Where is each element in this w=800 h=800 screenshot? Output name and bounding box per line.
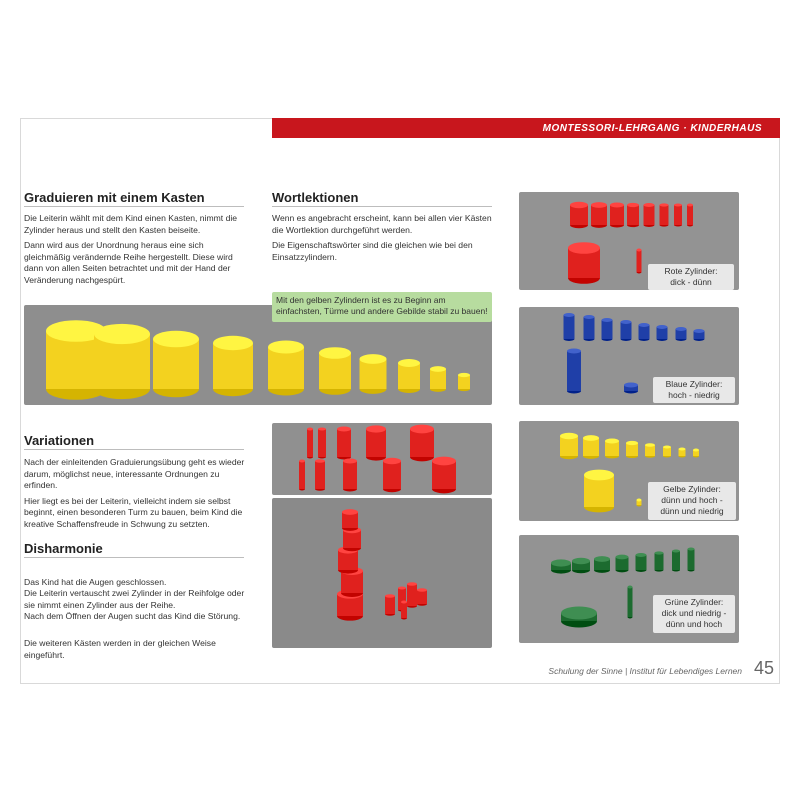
green-cylinder-shape — [551, 559, 571, 573]
yellow-cylinder-shape — [693, 449, 699, 458]
yellow-cylinder-shape — [560, 433, 578, 459]
blue-cylinder-shape — [639, 323, 650, 341]
blue-cylinder-shape — [694, 329, 705, 341]
yellow-cylinder-shape — [637, 499, 642, 507]
green-cylinder-shape — [672, 550, 680, 572]
yellow-cylinder-shape — [584, 470, 614, 513]
blue-cylinder-shape — [624, 382, 638, 393]
caption-blue: Blaue Zylinder: hoch - niedrig — [653, 377, 735, 403]
red-cylinder-shape — [342, 509, 358, 531]
divider — [24, 557, 244, 558]
red-cylinder-shape — [385, 594, 395, 616]
red-cylinder-shape — [315, 459, 325, 491]
green-cylinder-shape — [688, 548, 695, 572]
paragraph: Die Leiterin wählt mit dem Kind einen Kasten, nimmt die Zylinder heraus und stellt den Kasten beiseite. — [24, 213, 238, 235]
text-variationen — [24, 457, 249, 534]
yellow-cylinder-shape — [663, 446, 671, 458]
divider — [24, 449, 244, 450]
paragraph: Wenn es angebracht erscheint, kann bei allen vier Kästen die Wortlektion durchgeführt werden. — [272, 213, 492, 235]
red-cylinder-shape — [343, 458, 357, 491]
green-cylinder-shape — [594, 556, 610, 573]
red-cylinder-shape — [644, 203, 655, 227]
heading-disharmonie: Disharmonie — [24, 541, 103, 556]
yellow-cylinder-shape — [605, 438, 619, 458]
red-cylinder-shape — [637, 249, 642, 274]
text-disharmonie — [24, 565, 249, 677]
caption-yellow: Gelbe Zylinder: dünn und hoch - dünn und niedrig — [648, 482, 736, 520]
green-cylinder-shape — [572, 558, 590, 573]
heading-variationen: Variationen — [24, 433, 95, 448]
photo-red-tower — [272, 498, 492, 648]
paragraph: Hier liegt es bei der Leiterin, vielleicht indem sie selbst beginnt, einen besonderen Turm zu bauen, beim Kind die kreative Schaffensfreude in Schwung zu setzten. — [24, 495, 243, 529]
heading-graduieren: Graduieren mit einem Kasten — [24, 190, 205, 205]
yellow-cylinder-shape — [360, 354, 387, 394]
red-cylinder-shape — [610, 202, 624, 227]
red-cylinder-shape — [318, 428, 326, 459]
green-cylinder-shape — [636, 553, 647, 572]
caption-red: Rote Zylinder: dick - dünn — [648, 264, 734, 290]
red-cylinder-shape — [366, 425, 386, 460]
red-cylinder-shape — [687, 204, 693, 227]
red-cylinder-shape — [432, 457, 456, 494]
red-cylinder-shape — [401, 601, 407, 620]
yellow-cylinder-shape — [430, 366, 446, 392]
yellow-cylinder-shape — [153, 331, 199, 398]
heading-wortlektionen: Wortlektionen — [272, 190, 359, 205]
paragraph: Die Eigenschaftswörter sind die gleichen wie bei den Einsatzzylindern. — [272, 240, 473, 262]
red-cylinder-shape — [407, 582, 417, 608]
red-cylinder-shape — [383, 458, 401, 492]
red-cylinder-shape — [307, 428, 313, 459]
photo-red-cylinder-pattern — [272, 423, 492, 495]
header-title: MONTESSORI-LEHRGANG · KINDERHAUS — [542, 123, 762, 134]
paragraph: Die weiteren Kästen werden in der gleichen Weise eingeführt. — [24, 638, 216, 660]
red-cylinder-shape — [568, 242, 600, 284]
paragraph: Das Kind hat die Augen geschlossen. Die Leiterin vertauscht zwei Zylinder in der Reihfolge oder sie nimmt einen Zylinder aus der Reihe. Nach dem Öffnen der Augen sucht das Kind die Störung. — [24, 576, 245, 621]
blue-cylinder-shape — [676, 327, 687, 341]
header-bar — [272, 118, 780, 138]
blue-cylinder-shape — [584, 315, 595, 341]
blue-cylinder-shape — [657, 325, 668, 341]
red-cylinder-shape — [299, 460, 305, 491]
text-graduieren — [24, 213, 249, 290]
yellow-cylinder-shape — [645, 443, 655, 458]
red-cylinder-shape — [417, 588, 427, 606]
red-cylinder-shape — [591, 202, 607, 228]
yellow-cylinder-shape — [583, 435, 599, 459]
red-cylinder-shape — [660, 203, 669, 226]
blue-cylinder-shape — [567, 348, 581, 393]
green-cylinder-shape — [655, 551, 664, 571]
yellow-cylinder-shape — [268, 341, 304, 396]
blue-cylinder-shape — [602, 318, 613, 341]
yellow-cylinder-shape — [319, 347, 351, 395]
paragraph: Dann wird aus der Unordnung heraus eine sich gleichmäßig verändernde Reihe hergestellt. Diese wird dann von allen Seiten betrachtet und mit der Hand der Veränderung nachgespürt. — [24, 240, 233, 285]
green-cylinder-shape — [561, 607, 597, 628]
red-cylinder-shape — [410, 425, 434, 462]
text-wortlektionen — [272, 213, 492, 267]
blue-cylinder-shape — [621, 320, 632, 341]
yellow-cylinder-shape — [213, 336, 253, 396]
paragraph: Nach der einleitenden Graduierungsübung geht es wieder darum, möglichst neue, interessante Ordnungen zu erfinden. — [24, 457, 245, 490]
red-cylinder-shape — [337, 426, 351, 459]
divider — [24, 206, 244, 207]
divider — [272, 206, 492, 207]
yellow-cylinder-shape — [94, 324, 150, 399]
yellow-cylinder-shape — [626, 441, 638, 458]
green-cylinder-shape — [616, 555, 629, 573]
red-cylinder-shape — [674, 204, 682, 227]
blue-cylinder-shape — [564, 313, 575, 341]
green-cylinder-shape — [628, 586, 633, 619]
caption-green: Grüne Zylinder: dick und niedrig - dünn und hoch — [653, 595, 735, 633]
yellow-cylinder-shape — [458, 373, 470, 391]
red-cylinder-shape — [570, 202, 588, 228]
tip-box: Mit den gelben Zylindern ist es zu Beginn am einfachsten, Türme und andere Gebilde stabil zu bauen! — [272, 292, 492, 322]
page-number: 45 — [753, 658, 774, 678]
yellow-cylinder-shape — [398, 359, 420, 393]
red-cylinder-shape — [627, 203, 639, 227]
yellow-cylinder-shape — [679, 448, 686, 458]
footer-text: Schulung der Sinne | Institut für Lebendiges Lernen — [548, 666, 742, 676]
